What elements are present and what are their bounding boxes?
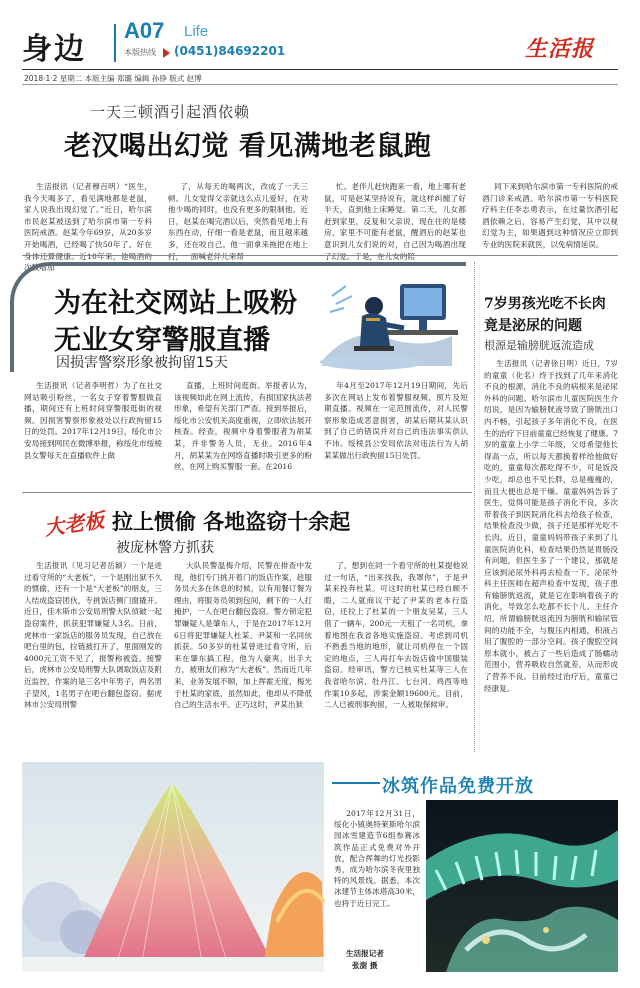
photo-credit-reporter: 生活报记者: [346, 949, 384, 958]
header-rule-thin: [22, 84, 618, 85]
page-number: A07: [124, 18, 165, 43]
masthead-logo: 生活报: [525, 36, 595, 62]
story4-body: 生活报讯（记者徐日明）近日，7岁的童童（化名）终于找到了几年来消化不良的根源，消化不良的病根来是泌尿外科的问题。哈尔滨市儿童医院医生介绍说，是因为输膀胱液导致了膀胱出口内不畅，引起孩子多年消化不良，在医生的治疗下目前童童已经恢复了健康。7岁的童童上小学二年级，父母希望他长得高一点，所以每天都换着样给他做好吃的，童童每次都吃得不少，可是饭没少吃，却总也不见长胖，总是瘦瘦的，而且大便也总是干燥。童童妈妈告诉了医生，觉得可能是孩子消化不良，多次带着孩子到医院消化科去给孩子检查，结果检查没少做，孩子还是那样光吃不长肉。近日，童童妈妈带孩子来到了儿童医院消化科，检查结果仍然是胃肠没有问题，但医生多了一个建议，那就是应该到泌尿外科再去检查一下。泌尿外科主任医师在超声检查中发现，孩子患有输膀胱返流，就是它在影响着孩子的消化，导致怎么吃都不长个儿。主任介绍，所谓输膀胱返流因为膀胱和输尿管间的功能不全，与腹压内相通，积液占用了腹腔的一部分空间。孩子腹腔空间原本就小，被占了一些后造成了肠蠕动范围小，营养吸收自然就差，从而形成了营养不良。目前经过治疗后，童童已经康复。: [484, 359, 618, 693]
photo-credit-name: 张澍 摄: [352, 961, 378, 970]
story3-label: 大老板: [42, 507, 106, 541]
story5-caption: 2017年12月31日，绥化小镇奥特莱斯哈尔滨园冰雪建造节6组参赛冰筑作品正式免费对外开放，配合挥舞的灯光投影秀，成为哈尔滨冬夜里独特的风景线。据悉，本次冰建节主体冰塔高30米，也将于近日完工。: [334, 809, 420, 908]
story3-subhead: 被庞林警方抓获: [116, 540, 214, 556]
section-title: 身边: [22, 32, 86, 67]
story3-headline: 拉上惯偷 各地盗窃十余起: [112, 510, 351, 534]
story1-headline: 老汉喝出幻觉 看见满地老鼠跑: [64, 131, 432, 162]
story1-column-1: 生活报讯（记者穆百明）“医生，我今天喝多了，看见满地都是老鼠，家人说我出现幻觉了。”近日，哈尔滨市民赵某被送到了哈尔滨市第一专科医院戒酒。赵某今年69岁，从20多岁开始喝酒，已经喝了快50年了。好在身体还算健康。近10年来，他喝酒的次数增加: [24, 182, 152, 273]
story5-headline: 冰筑作品免费开放: [382, 776, 534, 797]
title-divider: [114, 24, 116, 62]
hotline-number: (0451)84692201: [174, 44, 286, 58]
column-label: Life: [184, 23, 209, 40]
story3-column-1: 生活报讯（见习记者岳颖）一个是进过看守所的“大老板”，一个是刚出狱不久的惯偷，还有一个是“大老板”的朋友，三人结成盗窃团伙，专挑饭店侧门窗撬开。近日，佳木斯市公安局刑警大队侦破一起盗窃案件，抓获犯罪嫌疑人3名。日前，虎林市一家饭店的服务员发现，自己放在吧台里的包，拉链被打开了，里面刚发的4000元工资不见了，报警称被盗。接警后，虎林市公安局刑警大队调取饭店及附近监控，作案的是三名中年男子，两名男子望风，1名男子在吧台翻包盗窃。据虎林市公安局刑警: [24, 561, 162, 710]
story2-bottom-rule: [22, 492, 472, 493]
story1-column-2: 了，从每天的喝两次，改成了一天三顿。儿女觉得父亲就这么点儿爱好，在劝他少喝的同时，也没有更多的限制他。近日，赵某在喝完酒以后，突然看见地上有东西在动，仔细一看是老鼠，而且越来越多，还在咬自己。他一面拿来拖把在地上打，一面喊老伴儿来帮: [168, 182, 308, 261]
story1-column-4: 同下来到哈尔滨市第一专科医院的戒酒门诊来戒酒。哈尔滨市第一专科医院疗科主任李志勇表示，在过量饮酒引起酒依赖之后，容易产生幻觉，其中以视幻觉为主，如果遇到这种情况应立即到专业的医院来就医，以免病情延误。: [482, 182, 618, 249]
story5-headline-rule: [332, 782, 380, 784]
date-line: 2018·1·2 星期二 本版主编 郑璐 编辑 孙铮 版式 赵博: [24, 74, 202, 83]
photo-lit-ice-arches: [426, 800, 618, 972]
story2-column-2: 直播，上班时间逛街。举报者认为，该视频如此在网上流传，有损国家执法者形象，希望有关部门严查。接到举报后，绥化市公安机关高度重视，立即依法展开核查。经查，视频中身着警服者为胡某某，并非警务人员，无业。2016年4月，胡某某为在网络直播时吸引更多的粉丝，在网上购买警服一套。在2016: [174, 381, 312, 472]
story4-headline-line2: 竟是泌尿的问题: [484, 318, 582, 334]
story2-illustration: [312, 266, 462, 374]
story2-headline-line2: 无业女穿警服直播: [54, 325, 270, 356]
play-arrow-icon: [163, 48, 170, 58]
story4-subhead: 根源是输膀胱返流造成: [484, 339, 594, 352]
hotline-label: 本版热线: [124, 48, 156, 57]
story2-subhead: 因损害警察形象被拘留15天: [56, 355, 228, 371]
story2-column-3: 年4月至2017年12月19日期间，先后多次在网站上发布着警服视频、照片及短期直播。视频在一定范围流传，对人民警察形象造成恶意损害，胡某后期其某认识到了自己的错误并对自己的违法事实供认不讳。绥棱县公安局依法对违法行为人胡某某做出行政拘留15日处罚。: [324, 381, 468, 460]
story4-left-rule: [474, 262, 475, 752]
story2-column-1: 生活报讯（记者李明哲）为了在社交网站吸引粉丝，一名女子穿着警服做直播，期间还有上班时间穿警服逛街的视频。因损害警察形象被处以行政拘留15日的处罚。2017年12月19日，绥化市公安局接到网民在微博举报，称绥化市绥棱县女警每天在直播软件上做: [24, 381, 162, 460]
story1-kicker: 一天三顿酒引起酒依赖: [90, 103, 251, 121]
photo-ice-sculptures: [22, 762, 324, 972]
story3-column-3: 了，想到在同一个看守所的杜某提他说过一句话，“出来找我，我罩你”，于是尹某来投奔杜某。可这时的杜某已经自顾不暇，二人就商议干起了尹某的老本行盗窃，还拉上了杜某的一个朋友吴某，三人借了一辆车，200元一天租了一名司机，拿着地图在我省各地实施盗窃。考虑到司机不熟悉当地的地形，就让司机停在一个固定的地点，三人再打车去饭店偷中国服装盗窃。经审讯，警方已核实杜某等三人在我省哈尔滨、牡丹江、七台河、鸡西等地作案10多起，涉案金额19600元。目前，二人已被刑事拘留，一人被取保候审。: [324, 561, 468, 710]
story1-column-3: 忙。老伴儿赶快跑来一看，地上哪有老鼠，可是赵某坚持说有，就这样纠缠了好半天，直到他上床睡觉。第二天，儿女都赶到家里，反复和父亲说，现在住的是楼房，家里不可能有老鼠，醒酒后的赵某也意识到儿女们说的对，自己因为喝酒出现了幻觉。于是，在儿女的陪: [324, 182, 466, 261]
story3-column-2: 大队民警温梅介绍，民警在排查中发现，他们专门挑开着门的饭店作案，趁服务员大多在休息的时候，以有用餐订餐为理由，将服务员领到包间，剩下的一人打掩护，一人在吧台翻包盗窃。警方锁定犯罪嫌疑人是肇东人，于是在2017年12月6日将犯罪嫌疑人杜某、尹某和一名同伙抓获。50多岁的杜某曾进过看守所，后来在肇东搞工程，他为人豪爽，出手大方，被朋友们称为“大老板”。然而近几年来，业务发展不顺，加上挥霍无度，梅光于杜某的家底，虽然如此，他却从不降低自己的生活水平。正巧这时，尹某出狱: [174, 561, 312, 710]
story2-headline-line1: 为在社交网站上吸粉: [54, 288, 297, 319]
header-rule: [22, 69, 618, 70]
story4-headline-line1: 7岁男孩光吃不长肉: [484, 296, 606, 312]
story1-bottom-rule: [22, 255, 618, 256]
